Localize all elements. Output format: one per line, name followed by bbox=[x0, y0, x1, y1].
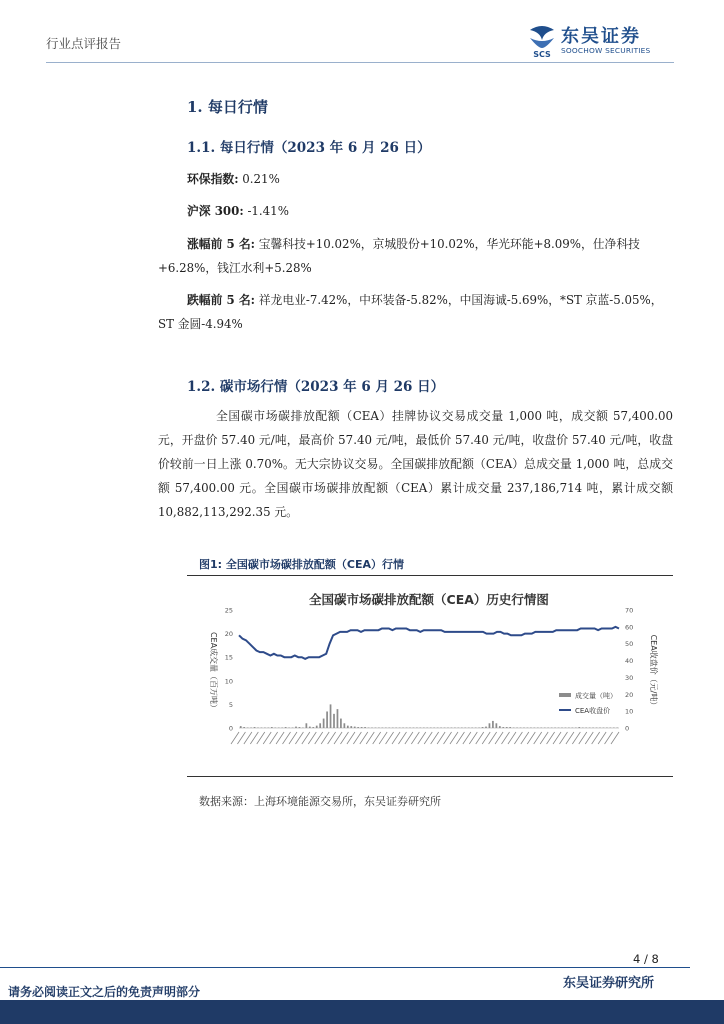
top-losers bbox=[158, 288, 673, 336]
volume-bar bbox=[309, 727, 311, 728]
x-tick-mark bbox=[392, 732, 400, 744]
gainers-label: 涨幅前 5 名: bbox=[187, 237, 255, 251]
x-tick-mark bbox=[263, 732, 271, 744]
volume-bar bbox=[333, 714, 335, 728]
volume-bar bbox=[330, 704, 332, 728]
x-tick-mark bbox=[540, 732, 548, 744]
x-tick-mark bbox=[276, 732, 284, 744]
right-tick-label: 30 bbox=[625, 673, 634, 682]
x-tick-mark bbox=[431, 732, 439, 744]
x-tick-mark bbox=[611, 732, 619, 744]
x-tick-mark bbox=[508, 732, 516, 744]
env-index-value: 0.21% bbox=[242, 172, 280, 186]
section-heading: 1. 每日行情 bbox=[187, 98, 268, 116]
x-tick-mark bbox=[353, 732, 361, 744]
chart-title: 全国碳市场碳排放配额（CEA）历史行情图 bbox=[309, 592, 549, 607]
x-tick-mark bbox=[315, 732, 323, 744]
page-number: 4 / 8 bbox=[633, 952, 659, 966]
subsection-heading-daily: 1.1. 每日行情（2023 年 6 月 26 日） bbox=[187, 140, 431, 156]
hs300-value: -1.41% bbox=[247, 204, 289, 218]
gainers-text: 宝馨科技+10.02%，京城股份+10.02%，华光环能+8.09%，仕净科技+6.28%，钱江水利+5.28% bbox=[158, 237, 640, 275]
x-tick-mark bbox=[572, 732, 580, 744]
volume-bar bbox=[326, 711, 328, 728]
x-tick-mark bbox=[379, 732, 387, 744]
x-tick-mark bbox=[398, 732, 406, 744]
figure-bottom-rule bbox=[187, 776, 673, 777]
volume-bar bbox=[306, 723, 308, 728]
x-tick-mark bbox=[527, 732, 535, 744]
x-tick-mark bbox=[566, 732, 574, 744]
right-tick-label: 10 bbox=[625, 707, 634, 716]
volume-bar bbox=[578, 727, 580, 728]
x-tick-mark bbox=[270, 732, 278, 744]
volume-bar bbox=[364, 727, 366, 728]
logo-text-cn: 东吴证券 bbox=[561, 26, 641, 47]
volume-bar bbox=[482, 727, 484, 728]
x-tick-mark bbox=[514, 732, 522, 744]
legend-volume-swatch bbox=[559, 693, 571, 697]
x-tick-mark bbox=[340, 732, 348, 744]
volume-bar bbox=[347, 726, 349, 728]
volume-bar bbox=[323, 719, 325, 728]
x-tick-mark bbox=[482, 732, 490, 744]
volume-bar bbox=[350, 726, 352, 728]
hs300-line bbox=[187, 199, 673, 223]
x-tick-mark bbox=[411, 732, 419, 744]
x-tick-mark bbox=[302, 732, 310, 744]
volume-bar bbox=[337, 709, 339, 728]
legend-volume: 成交量（吨） bbox=[575, 692, 617, 700]
legend-price: CEA收盘价 bbox=[575, 707, 611, 715]
data-source: 数据来源：上海环境能源交易所，东吴证券研究所 bbox=[199, 795, 441, 808]
x-tick-mark bbox=[559, 732, 567, 744]
volume-bar bbox=[344, 723, 346, 728]
price-line bbox=[239, 627, 619, 659]
x-tick-mark bbox=[489, 732, 497, 744]
y-axis-right-label: CEA收盘价（元/吨） bbox=[649, 634, 658, 710]
right-tick-label: 0 bbox=[625, 724, 630, 733]
left-tick-label: 10 bbox=[224, 677, 233, 686]
right-tick-label: 50 bbox=[625, 640, 634, 649]
x-tick-mark bbox=[450, 732, 458, 744]
hs300-label: 沪深 300: bbox=[187, 204, 244, 218]
x-tick-mark bbox=[405, 732, 413, 744]
x-tick-mark bbox=[521, 732, 529, 744]
x-tick-mark bbox=[469, 732, 477, 744]
x-tick-mark bbox=[283, 732, 291, 744]
left-tick-label: 20 bbox=[224, 630, 233, 639]
x-tick-mark bbox=[605, 732, 613, 744]
x-tick-mark bbox=[579, 732, 587, 744]
volume-bar bbox=[271, 727, 273, 728]
report-type-label: 行业点评报告 bbox=[46, 36, 122, 51]
x-tick-mark bbox=[437, 732, 445, 744]
env-index-line bbox=[187, 167, 673, 191]
left-tick-label: 15 bbox=[224, 653, 233, 662]
chart-legend bbox=[559, 691, 617, 715]
volume-bar bbox=[295, 727, 297, 728]
x-tick-mark bbox=[598, 732, 606, 744]
x-tick-mark bbox=[289, 732, 297, 744]
x-tick-mark bbox=[444, 732, 452, 744]
x-tick-mark bbox=[360, 732, 368, 744]
volume-bar bbox=[312, 727, 314, 728]
volume-bar bbox=[496, 723, 498, 728]
x-tick-mark bbox=[547, 732, 555, 744]
x-tick-mark bbox=[418, 732, 426, 744]
x-tick-mark bbox=[231, 732, 239, 744]
x-tick-mark bbox=[237, 732, 245, 744]
x-tick-mark bbox=[463, 732, 471, 744]
x-tick-mark bbox=[495, 732, 503, 744]
footer-divider bbox=[0, 967, 690, 968]
logo-text-en: SOOCHOW SECURITIES bbox=[561, 46, 651, 55]
x-tick-mark bbox=[585, 732, 593, 744]
volume-bar bbox=[485, 727, 487, 728]
volume-bar bbox=[243, 727, 245, 728]
losers-label: 跌幅前 5 名: bbox=[187, 293, 255, 307]
right-tick-label: 60 bbox=[625, 623, 634, 632]
volume-bar bbox=[254, 727, 256, 728]
losers-text: 祥龙电业-7.42%，中环装备-5.82%，中国海诚-5.69%，*ST 京蓝-5.05%，ST 金圆-4.94% bbox=[158, 293, 663, 331]
carbon-market-paragraph: 全国碳市场碳排放配额（CEA）挂牌协议交易成交量 1,000 吨，成交额 57,400.00 元，开盘价 57.40 元/吨，最高价 57.40 元/吨，最低价 57.40 元/吨，收盘价 57.40 元/吨，收盘价较前一日上涨 0.70%。无大宗协议交易。全国碳排放配额（CEA）总成交量 1,000 吨，总成交额 57,400.00 元。全国碳市场碳排放配额（CEA）累计成交量 237,186,714 吨，累计成交额 10,882,113,292.35 元。 bbox=[158, 409, 673, 519]
volume-bar bbox=[240, 726, 242, 728]
volume-bar bbox=[509, 727, 511, 728]
x-tick-mark bbox=[308, 732, 316, 744]
volume-bar bbox=[357, 727, 359, 728]
volume-bar bbox=[502, 727, 504, 728]
volume-bar bbox=[285, 727, 287, 728]
disclaimer-notice: 请务必阅读正文之后的免责声明部分 bbox=[8, 985, 201, 999]
x-tick-mark bbox=[334, 732, 342, 744]
left-tick-label: 25 bbox=[224, 606, 233, 615]
x-tick-mark bbox=[476, 732, 484, 744]
header-divider bbox=[46, 62, 674, 63]
x-tick-mark bbox=[424, 732, 432, 744]
x-tick-mark bbox=[534, 732, 542, 744]
left-tick-label: 5 bbox=[228, 700, 233, 709]
volume-bar bbox=[489, 723, 491, 728]
company-logo bbox=[526, 22, 676, 60]
x-tick-mark bbox=[257, 732, 265, 744]
x-tick-mark bbox=[295, 732, 303, 744]
cea-chart bbox=[199, 580, 659, 770]
subsection-heading-carbon: 1.2. 碳市场行情（2023 年 6 月 26 日） bbox=[187, 379, 445, 395]
x-tick-mark bbox=[373, 732, 381, 744]
x-tick-mark bbox=[553, 732, 561, 744]
volume-bar bbox=[319, 723, 321, 728]
y-axis-left-label: CEA成交量（百万吨） bbox=[209, 631, 218, 713]
footer-bar bbox=[0, 1000, 724, 1024]
right-tick-label: 20 bbox=[625, 690, 634, 699]
volume-bar bbox=[316, 726, 318, 728]
logo-mark: SCS bbox=[533, 50, 551, 58]
x-tick-mark bbox=[321, 732, 329, 744]
left-tick-label: 0 bbox=[228, 724, 233, 733]
footer-org: 东吴证券研究所 bbox=[563, 976, 655, 991]
x-tick-mark bbox=[502, 732, 510, 744]
volume-bar bbox=[299, 727, 301, 728]
volume-bar bbox=[506, 727, 508, 728]
env-index-label: 环保指数: bbox=[187, 172, 239, 186]
x-tick-mark bbox=[250, 732, 258, 744]
volume-bar bbox=[354, 727, 356, 728]
volume-bar bbox=[361, 727, 363, 728]
x-tick-mark bbox=[366, 732, 374, 744]
logo-icon bbox=[526, 22, 558, 58]
x-tick-mark bbox=[592, 732, 600, 744]
figure-top-rule bbox=[187, 575, 673, 576]
volume-bar bbox=[499, 726, 501, 728]
top-gainers bbox=[158, 232, 673, 280]
x-tick-mark bbox=[347, 732, 355, 744]
x-tick-mark bbox=[244, 732, 252, 744]
volume-bar bbox=[340, 719, 342, 728]
right-tick-label: 70 bbox=[625, 606, 634, 615]
x-tick-mark bbox=[456, 732, 464, 744]
volume-bar bbox=[492, 721, 494, 728]
x-tick-mark bbox=[386, 732, 394, 744]
x-tick-mark bbox=[328, 732, 336, 744]
figure-caption: 图1: 全国碳市场碳排放配额（CEA）行情 bbox=[199, 558, 404, 571]
right-tick-label: 40 bbox=[625, 657, 634, 666]
